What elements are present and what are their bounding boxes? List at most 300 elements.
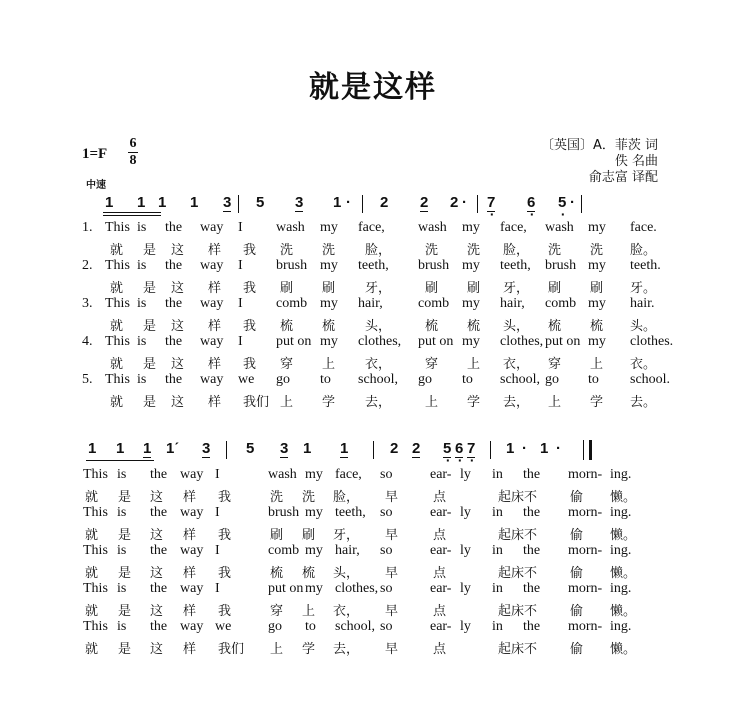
chinese-lyric: 上	[302, 604, 316, 619]
english-lyric: clothes,	[358, 334, 402, 349]
english-lyric: comb	[268, 543, 300, 558]
chinese-lyric: 上	[467, 357, 481, 372]
english-lyric: face,	[335, 467, 362, 482]
english-lyric: face,	[500, 220, 527, 235]
chinese-lyric: 洗	[467, 243, 481, 258]
chinese-lyric: 梳	[425, 319, 439, 334]
chinese-lyric: 起床不	[498, 528, 538, 543]
chinese-lyric: 是	[118, 604, 132, 619]
note: ·	[462, 194, 467, 211]
chinese-lyric: 我们	[218, 642, 245, 657]
english-lyric: ear-	[430, 619, 452, 634]
chinese-lyric: 这	[150, 528, 164, 543]
english-lyric: is	[117, 505, 127, 520]
verse-number: 5.	[82, 372, 93, 387]
english-lyric: ly	[460, 619, 471, 634]
chinese-lyric: 是	[143, 357, 157, 372]
chinese-lyric: 洗	[280, 243, 294, 258]
english-lyric: way	[180, 581, 204, 596]
chinese-lyric: 牙，	[333, 528, 360, 543]
english-lyric: ing.	[610, 619, 632, 634]
english-lyric: ear-	[430, 467, 452, 482]
english-lyric: to	[305, 619, 316, 634]
english-lyric: hair,	[500, 296, 525, 311]
english-lyric: face,	[358, 220, 385, 235]
note: 6 ·	[455, 440, 463, 458]
chinese-lyric: 刷	[322, 281, 336, 296]
chinese-lyric: 我	[243, 281, 257, 296]
english-lyric: to	[588, 372, 599, 387]
note: 2	[412, 440, 421, 457]
english-lyric: comb	[418, 296, 450, 311]
key-signature: 1=F	[82, 146, 108, 162]
english-lyric: my	[305, 543, 323, 558]
note: 5 ·	[558, 194, 566, 211]
english-lyric: I	[238, 258, 243, 273]
english-lyric: hair.	[630, 296, 655, 311]
chinese-lyric: 头，	[503, 319, 530, 334]
chinese-lyric: 起床不	[498, 490, 538, 505]
chinese-lyric: 衣。	[630, 357, 657, 372]
english-lyric: way	[180, 543, 204, 558]
chinese-lyric: 梳	[280, 319, 294, 334]
english-lyric: brush	[418, 258, 450, 273]
verse-number: 2.	[82, 258, 93, 273]
english-lyric: is	[137, 296, 147, 311]
chinese-lyric: 样	[208, 281, 222, 296]
chinese-lyric: 梳	[270, 566, 284, 581]
chinese-lyric: 穿	[548, 357, 562, 372]
english-lyric: This	[83, 505, 108, 520]
chinese-lyric: 去，	[365, 395, 392, 410]
lyricist-credit: 〔英国〕A．菲茨 词	[540, 138, 658, 153]
note: 1	[116, 440, 125, 457]
english-lyric: comb	[276, 296, 308, 311]
note: 6 ·	[527, 194, 535, 212]
chinese-lyric: 样	[208, 357, 222, 372]
verse-number: 4.	[82, 334, 93, 349]
english-lyric: I	[238, 334, 243, 349]
chinese-lyric: 我	[243, 319, 257, 334]
english-lyric: teeth,	[335, 505, 366, 520]
english-lyric: my	[462, 296, 480, 311]
chinese-lyric: 刷	[590, 281, 604, 296]
english-lyric: This	[105, 372, 130, 387]
english-lyric: way	[200, 220, 224, 235]
english-lyric: so	[380, 467, 393, 482]
english-lyric: brush	[268, 505, 300, 520]
chinese-lyric: 这	[171, 319, 185, 334]
chinese-lyric: 穿	[280, 357, 294, 372]
chinese-lyric: 我	[218, 528, 232, 543]
note: 1	[158, 194, 167, 211]
note: ·	[346, 194, 351, 211]
english-lyric: This	[83, 581, 108, 596]
chinese-lyric: 头，	[365, 319, 392, 334]
english-lyric: the	[523, 543, 541, 558]
english-lyric: the	[523, 581, 541, 596]
chinese-lyric: 衣，	[365, 357, 392, 372]
chinese-lyric: 去，	[333, 642, 360, 657]
note: 1	[506, 440, 515, 457]
note: 2	[380, 194, 389, 211]
chinese-lyric: 衣，	[333, 604, 360, 619]
chinese-lyric: 上	[280, 395, 294, 410]
chinese-lyric: 就	[85, 528, 99, 543]
english-lyric: face.	[630, 220, 657, 235]
english-lyric: put on	[276, 334, 312, 349]
chinese-lyric: 我们	[243, 395, 270, 410]
chinese-lyric: 梳	[302, 566, 316, 581]
chinese-lyric: 是	[143, 243, 157, 258]
english-lyric: way	[180, 467, 204, 482]
note: 2	[390, 440, 399, 457]
chinese-lyric: 去。	[630, 395, 657, 410]
english-lyric: way	[200, 296, 224, 311]
english-lyric: to	[320, 372, 331, 387]
english-lyric: go	[418, 372, 432, 387]
chinese-lyric: 这	[171, 281, 185, 296]
note: 1	[143, 440, 152, 457]
english-lyric: the	[523, 467, 541, 482]
composer-credit: 佚 名曲	[614, 154, 658, 169]
note: 3	[202, 440, 211, 457]
english-lyric: clothes,	[500, 334, 544, 349]
chinese-lyric: 偷	[570, 490, 584, 505]
chinese-lyric: 早	[385, 604, 399, 619]
english-lyric: my	[320, 296, 338, 311]
beam	[86, 460, 154, 461]
verse-number: 3.	[82, 296, 93, 311]
chinese-lyric: 点	[433, 604, 447, 619]
chinese-lyric: 牙，	[503, 281, 530, 296]
english-lyric: teeth,	[500, 258, 531, 273]
english-lyric: clothes,	[335, 581, 379, 596]
english-lyric: ear-	[430, 505, 452, 520]
chinese-lyric: 洗	[322, 243, 336, 258]
english-lyric: to	[462, 372, 473, 387]
chinese-lyric: 偷	[570, 566, 584, 581]
tempo-marking: 中速	[86, 180, 106, 191]
translator-credit: 俞志富 译配	[588, 170, 658, 185]
note: ·	[570, 194, 575, 211]
english-lyric: I	[215, 505, 220, 520]
english-lyric: my	[320, 334, 338, 349]
english-lyric: my	[588, 258, 606, 273]
english-lyric: put on	[268, 581, 304, 596]
bar-line	[581, 195, 582, 213]
english-lyric: ly	[460, 543, 471, 558]
chinese-lyric: 就	[85, 604, 99, 619]
chinese-lyric: 上	[548, 395, 562, 410]
english-lyric: ear-	[430, 581, 452, 596]
english-lyric: the	[165, 372, 183, 387]
beam	[103, 212, 161, 213]
time-top: 6	[129, 136, 137, 151]
english-lyric: my	[462, 334, 480, 349]
chinese-lyric: 头。	[630, 319, 657, 334]
note: 5 ·	[443, 440, 451, 458]
english-lyric: ly	[460, 505, 471, 520]
english-lyric: I	[215, 543, 220, 558]
english-lyric: way	[180, 619, 204, 634]
chinese-lyric: 点	[433, 528, 447, 543]
english-lyric: so	[380, 543, 393, 558]
note: 3	[280, 440, 289, 457]
chinese-lyric: 是	[143, 319, 157, 334]
chinese-lyric: 洗	[270, 490, 284, 505]
chinese-lyric: 穿	[270, 604, 284, 619]
chinese-lyric: 样	[183, 490, 197, 505]
english-lyric: so	[380, 619, 393, 634]
english-lyric: ing.	[610, 505, 632, 520]
chinese-lyric: 就	[110, 281, 124, 296]
note: 7 ·	[487, 194, 495, 212]
note: 1	[303, 440, 312, 457]
english-lyric: I	[238, 220, 243, 235]
chinese-lyric: 是	[118, 528, 132, 543]
bar-line	[477, 195, 478, 213]
chinese-lyric: 牙。	[630, 281, 657, 296]
note: 1	[88, 440, 97, 457]
chinese-lyric: 偷	[570, 642, 584, 657]
note: 2	[420, 194, 429, 211]
note: 1	[190, 194, 199, 211]
english-lyric: the	[523, 505, 541, 520]
english-lyric: the	[150, 505, 168, 520]
chinese-lyric: 梳	[548, 319, 562, 334]
english-lyric: put on	[418, 334, 454, 349]
chinese-lyric: 梳	[590, 319, 604, 334]
chinese-lyric: 样	[183, 566, 197, 581]
english-lyric: is	[137, 372, 147, 387]
english-lyric: go	[545, 372, 559, 387]
english-lyric: the	[523, 619, 541, 634]
time-bottom: 8	[129, 153, 137, 168]
chinese-lyric: 起床不	[498, 604, 538, 619]
chinese-lyric: 刷	[302, 528, 316, 543]
english-lyric: is	[117, 543, 127, 558]
english-lyric: the	[150, 467, 168, 482]
english-lyric: the	[165, 220, 183, 235]
english-lyric: clothes.	[630, 334, 674, 349]
english-lyric: school,	[358, 372, 399, 387]
english-lyric: way	[180, 505, 204, 520]
chinese-lyric: 是	[143, 281, 157, 296]
english-lyric: is	[137, 220, 147, 235]
english-lyric: my	[588, 334, 606, 349]
chinese-lyric: 刷	[425, 281, 439, 296]
chinese-lyric: 就	[110, 243, 124, 258]
chinese-lyric: 是	[118, 566, 132, 581]
english-lyric: way	[200, 334, 224, 349]
english-lyric: we	[215, 619, 232, 634]
chinese-lyric: 上	[322, 357, 336, 372]
chinese-lyric: 是	[118, 642, 132, 657]
chinese-lyric: 我	[218, 566, 232, 581]
chinese-lyric: 这	[171, 357, 185, 372]
chinese-lyric: 刷	[548, 281, 562, 296]
english-lyric: hair,	[358, 296, 383, 311]
english-lyric: This	[83, 467, 108, 482]
english-lyric: school,	[500, 372, 541, 387]
chinese-lyric: 学	[467, 395, 481, 410]
english-lyric: my	[305, 581, 323, 596]
english-lyric: in	[492, 467, 503, 482]
note: 1	[333, 194, 342, 211]
english-lyric: the	[150, 581, 168, 596]
english-lyric: is	[117, 467, 127, 482]
chinese-lyric: 懒。	[610, 642, 637, 657]
chinese-lyric: 起床不	[498, 566, 538, 581]
chinese-lyric: 穿	[425, 357, 439, 372]
chinese-lyric: 梳	[322, 319, 336, 334]
chinese-lyric: 偷	[570, 604, 584, 619]
english-lyric: school.	[630, 372, 671, 387]
english-lyric: way	[200, 258, 224, 273]
english-lyric: This	[105, 258, 130, 273]
chinese-lyric: 就	[110, 319, 124, 334]
english-lyric: the	[165, 334, 183, 349]
english-lyric: wash	[418, 220, 447, 235]
chinese-lyric: 这	[171, 395, 185, 410]
english-lyric: my	[462, 220, 480, 235]
note: 5	[256, 194, 265, 211]
english-lyric: in	[492, 619, 503, 634]
english-lyric: in	[492, 581, 503, 596]
english-lyric: go	[268, 619, 282, 634]
chinese-lyric: 这	[150, 490, 164, 505]
english-lyric: my	[588, 220, 606, 235]
note: 1	[540, 440, 549, 457]
note: 3	[223, 194, 232, 211]
english-lyric: morn-	[568, 467, 603, 482]
english-lyric: ing.	[610, 543, 632, 558]
english-lyric: my	[305, 505, 323, 520]
chinese-lyric: 去，	[503, 395, 530, 410]
english-lyric: ear-	[430, 543, 452, 558]
english-lyric: This	[83, 543, 108, 558]
chinese-lyric: 上	[270, 642, 284, 657]
english-lyric: wash	[276, 220, 305, 235]
chinese-lyric: 头，	[333, 566, 360, 581]
english-lyric: so	[380, 505, 393, 520]
english-lyric: comb	[545, 296, 577, 311]
bar-line	[226, 441, 227, 459]
chinese-lyric: 梳	[467, 319, 481, 334]
english-lyric: This	[105, 296, 130, 311]
chinese-lyric: 就	[110, 395, 124, 410]
chinese-lyric: 是	[118, 490, 132, 505]
english-lyric: I	[238, 296, 243, 311]
chinese-lyric: 偷	[570, 528, 584, 543]
chinese-lyric: 起床不	[498, 642, 538, 657]
chinese-lyric: 学	[590, 395, 604, 410]
chinese-lyric: 就	[85, 490, 99, 505]
chinese-lyric: 我	[243, 243, 257, 258]
bar-line	[490, 441, 491, 459]
english-lyric: way	[200, 372, 224, 387]
chinese-lyric: 脸，	[333, 490, 360, 505]
chinese-lyric: 这	[171, 243, 185, 258]
chinese-lyric: 脸，	[503, 243, 530, 258]
chinese-lyric: 样	[183, 604, 197, 619]
note: 1	[137, 194, 146, 211]
english-lyric: This	[83, 619, 108, 634]
chinese-lyric: 样	[183, 528, 197, 543]
english-lyric: wash	[268, 467, 297, 482]
english-lyric: my	[320, 220, 338, 235]
english-lyric: my	[462, 258, 480, 273]
english-lyric: morn-	[568, 505, 603, 520]
english-lyric: is	[117, 581, 127, 596]
english-lyric: my	[588, 296, 606, 311]
chinese-lyric: 洗	[302, 490, 316, 505]
chinese-lyric: 样	[208, 319, 222, 334]
english-lyric: teeth,	[358, 258, 389, 273]
chinese-lyric: 早	[385, 566, 399, 581]
chinese-lyric: 我	[218, 604, 232, 619]
chinese-lyric: 点	[433, 490, 447, 505]
english-lyric: This	[105, 220, 130, 235]
chinese-lyric: 懒。	[610, 604, 637, 619]
chinese-lyric: 洗	[590, 243, 604, 258]
english-lyric: go	[276, 372, 290, 387]
english-lyric: wash	[545, 220, 574, 235]
english-lyric: This	[105, 334, 130, 349]
english-lyric: I	[215, 467, 220, 482]
chinese-lyric: 就	[85, 642, 99, 657]
english-lyric: teeth.	[630, 258, 661, 273]
chinese-lyric: 我	[218, 490, 232, 505]
note: 7 ·	[467, 440, 475, 458]
chinese-lyric: 样	[208, 243, 222, 258]
chinese-lyric: 早	[385, 528, 399, 543]
english-lyric: morn-	[568, 543, 603, 558]
english-lyric: we	[238, 372, 255, 387]
chinese-lyric: 上	[425, 395, 439, 410]
note: ·	[556, 440, 561, 457]
chinese-lyric: 脸，	[365, 243, 392, 258]
english-lyric: is	[137, 258, 147, 273]
chinese-lyric: 就	[110, 357, 124, 372]
chinese-lyric: 洗	[548, 243, 562, 258]
chinese-lyric: 这	[150, 642, 164, 657]
english-lyric: ing.	[610, 467, 632, 482]
chinese-lyric: 懒。	[610, 566, 637, 581]
chinese-lyric: 刷	[467, 281, 481, 296]
english-lyric: brush	[545, 258, 577, 273]
note: 1ˊ	[166, 440, 180, 457]
english-lyric: put on	[545, 334, 581, 349]
english-lyric: the	[165, 296, 183, 311]
note: 1	[105, 194, 114, 211]
english-lyric: the	[165, 258, 183, 273]
final-barline	[583, 440, 592, 460]
english-lyric: morn-	[568, 581, 603, 596]
english-lyric: the	[150, 543, 168, 558]
bar-line	[238, 195, 239, 213]
chinese-lyric: 就	[85, 566, 99, 581]
chinese-lyric: 刷	[270, 528, 284, 543]
chinese-lyric: 懒。	[610, 528, 637, 543]
song-title: 就是这样	[309, 70, 437, 105]
chinese-lyric: 学	[302, 642, 316, 657]
chinese-lyric: 这	[150, 566, 164, 581]
time-signature	[128, 136, 138, 169]
chinese-lyric: 早	[385, 490, 399, 505]
note: 5	[246, 440, 255, 457]
